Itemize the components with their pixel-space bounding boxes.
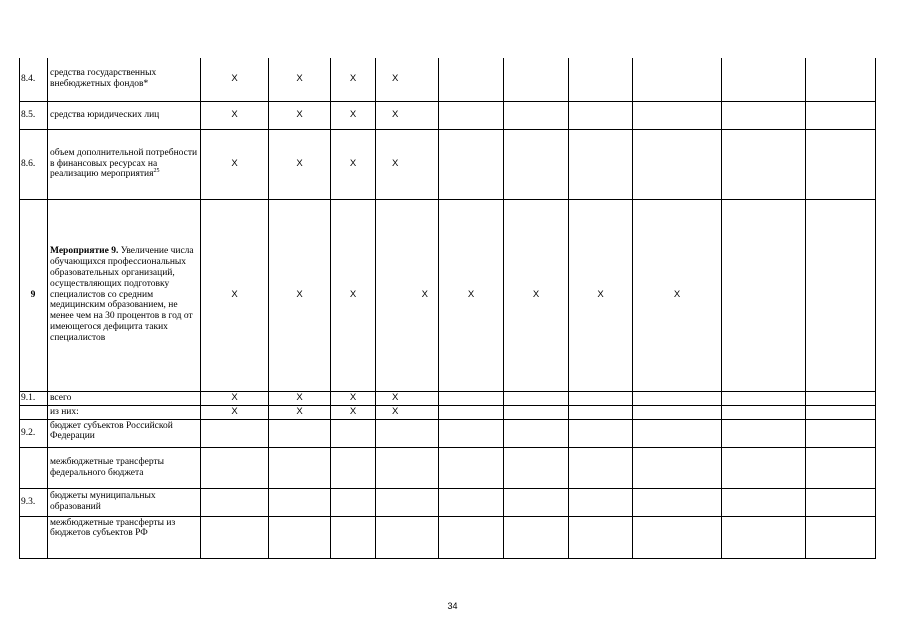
row-number: 9 <box>20 199 48 391</box>
row-number: 9.2. <box>20 419 48 447</box>
table-cell: X <box>269 405 331 419</box>
table-cell: X <box>269 199 331 391</box>
table-cell <box>504 391 569 405</box>
table-row <box>20 58 876 101</box>
table-cell: X <box>201 58 269 101</box>
row-description <box>48 199 201 391</box>
table-cell <box>806 516 876 558</box>
table-cell <box>439 405 504 419</box>
table-cell <box>722 391 806 405</box>
table-cell <box>722 199 806 391</box>
table-cell: X <box>504 199 569 391</box>
table-cell: X <box>201 101 269 129</box>
table-cell <box>269 447 331 488</box>
page-number: 34 <box>447 601 458 611</box>
row-description-text: Увеличение числа обучающихся профессиональных образовательных организаций, осуществляющих подготовку специалистов со средним медицинским образованием, не менее чем на 30 процентов в год от имеющегося дефицита таких специалистов <box>50 245 194 344</box>
row-description-text: объем дополнительной потребности в финансовых ресурсах на реализацию мероприятия <box>50 147 198 180</box>
table-cell <box>331 419 376 447</box>
table-cell <box>439 488 504 516</box>
table-cell <box>504 129 569 199</box>
row-description <box>48 129 201 199</box>
table-cell <box>722 516 806 558</box>
table-cell <box>569 58 633 101</box>
table-cell <box>439 419 504 447</box>
table-cell <box>439 516 504 558</box>
row-number <box>20 516 48 558</box>
table-cell <box>569 419 633 447</box>
table-cell: X <box>331 405 376 419</box>
table-cell <box>806 101 876 129</box>
table-cell <box>722 488 806 516</box>
table-cell: X <box>331 199 376 391</box>
table-cell <box>376 516 439 558</box>
table-cell: X <box>201 129 269 199</box>
table-cell <box>569 405 633 419</box>
table-cell: X <box>376 391 439 405</box>
table-cell <box>633 391 722 405</box>
budget-table <box>19 58 876 559</box>
table-cell <box>633 129 722 199</box>
table-cell <box>569 447 633 488</box>
table-cell <box>504 58 569 101</box>
row-description: средства юридических лиц <box>48 101 201 129</box>
table-cell <box>439 391 504 405</box>
table-row <box>20 405 876 419</box>
table-cell <box>331 488 376 516</box>
table-row <box>20 447 876 488</box>
table-row <box>20 101 876 129</box>
table-cell <box>439 129 504 199</box>
table-cell: X <box>269 58 331 101</box>
table-cell <box>722 447 806 488</box>
table-cell: X <box>376 129 439 199</box>
table-cell <box>633 405 722 419</box>
row-description: бюджет субъектов Российской Федерации <box>48 419 201 447</box>
row-number: 8.6. <box>20 129 48 199</box>
row-description: бюджеты муниципальных образований <box>48 488 201 516</box>
table-cell <box>569 488 633 516</box>
table-cell <box>201 447 269 488</box>
table-cell: X <box>331 391 376 405</box>
row-number: 8.4. <box>20 58 48 101</box>
table-cell: X <box>376 405 439 419</box>
table-cell <box>806 405 876 419</box>
table-cell <box>633 516 722 558</box>
table-cell <box>201 419 269 447</box>
row-number <box>20 405 48 419</box>
table-cell <box>504 405 569 419</box>
table-cell <box>806 391 876 405</box>
table-cell <box>269 488 331 516</box>
table-cell <box>806 58 876 101</box>
footnote-marker: 25 <box>153 168 160 175</box>
table-cell <box>569 101 633 129</box>
row-description: межбюджетные трансферты федерального бюджета <box>48 447 201 488</box>
row-description: из них: <box>48 405 201 419</box>
table-row <box>20 391 876 405</box>
table-cell: X <box>376 199 439 391</box>
table-cell <box>504 488 569 516</box>
table-row <box>20 516 876 558</box>
table-cell <box>806 199 876 391</box>
row-number: 8.5. <box>20 101 48 129</box>
table-cell <box>331 447 376 488</box>
table-cell: X <box>376 101 439 129</box>
table-cell <box>806 129 876 199</box>
row-number: 9.1. <box>20 391 48 405</box>
table-cell <box>633 447 722 488</box>
table-cell <box>806 419 876 447</box>
table-cell <box>633 488 722 516</box>
table-cell: X <box>331 58 376 101</box>
table-cell <box>569 129 633 199</box>
table-cell <box>376 419 439 447</box>
measure-title: Мероприятие 9. <box>50 245 119 256</box>
table-cell: X <box>633 199 722 391</box>
table-cell <box>504 101 569 129</box>
table-cell: X <box>569 199 633 391</box>
table-cell <box>722 101 806 129</box>
table-cell <box>722 58 806 101</box>
table-cell: X <box>439 199 504 391</box>
table-row <box>20 199 876 391</box>
row-description: средства государственных внебюджетных фондов* <box>48 58 201 101</box>
table-cell <box>331 516 376 558</box>
table-cell <box>439 101 504 129</box>
table-cell <box>504 419 569 447</box>
table-cell <box>269 516 331 558</box>
table-row <box>20 488 876 516</box>
table-cell <box>201 488 269 516</box>
table-row <box>20 419 876 447</box>
table-cell <box>201 516 269 558</box>
table-cell: X <box>269 101 331 129</box>
table-cell: X <box>331 129 376 199</box>
table-cell <box>376 488 439 516</box>
row-number <box>20 447 48 488</box>
table-cell <box>569 391 633 405</box>
table-cell <box>633 419 722 447</box>
table-cell: X <box>201 405 269 419</box>
table-cell: X <box>201 391 269 405</box>
table-cell: X <box>269 129 331 199</box>
table-cell: X <box>201 199 269 391</box>
row-number: 9.3. <box>20 488 48 516</box>
table-cell <box>439 58 504 101</box>
table-cell: X <box>331 101 376 129</box>
table-cell <box>722 405 806 419</box>
table-cell <box>633 58 722 101</box>
table-cell <box>722 129 806 199</box>
table-cell <box>806 488 876 516</box>
table-cell <box>633 101 722 129</box>
row-description: всего <box>48 391 201 405</box>
row-description: межбюджетные трансферты из бюджетов субъектов РФ <box>48 516 201 558</box>
table-cell <box>504 447 569 488</box>
table-cell: X <box>269 391 331 405</box>
table-cell <box>504 516 569 558</box>
table-row <box>20 129 876 199</box>
table-cell <box>806 447 876 488</box>
table-cell <box>439 447 504 488</box>
table-cell <box>722 419 806 447</box>
table-cell <box>269 419 331 447</box>
table-cell <box>376 447 439 488</box>
table-cell <box>569 516 633 558</box>
table-cell: X <box>376 58 439 101</box>
